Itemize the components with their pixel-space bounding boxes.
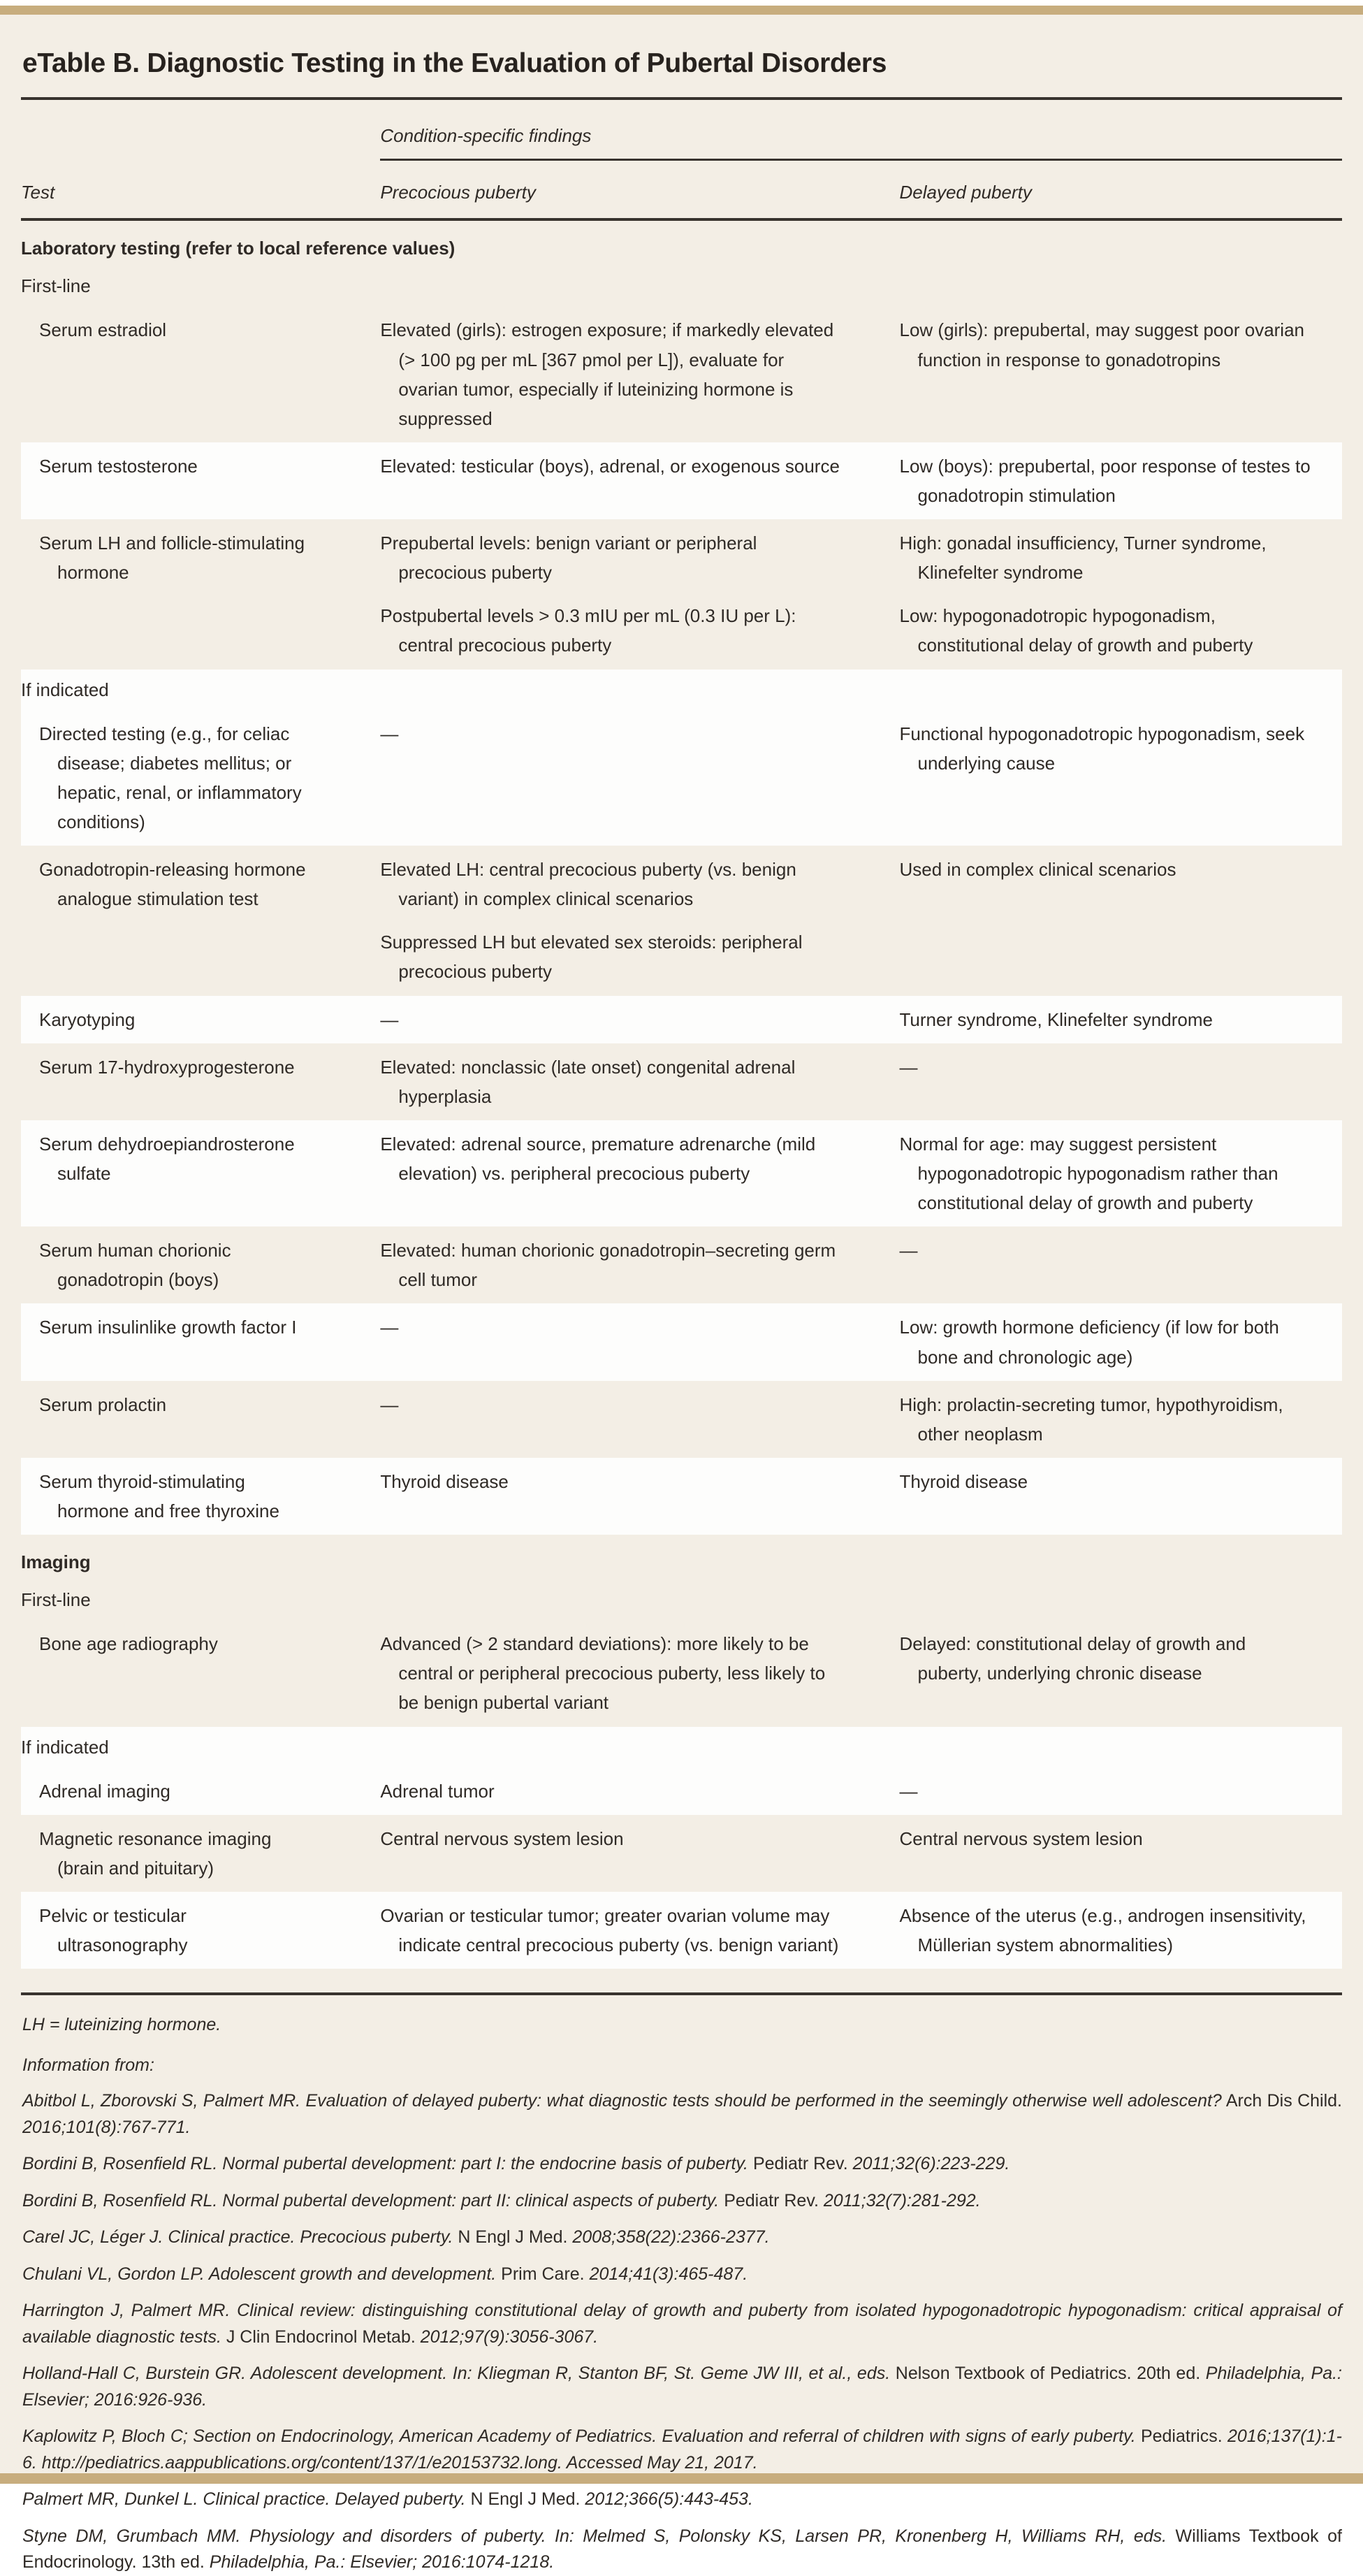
reference-text-run: Philadelphia, Pa.: Elsevier; 2016:1074-1218.	[209, 2552, 555, 2573]
precocious-puberty-cell	[380, 1043, 899, 1120]
table-row	[21, 1381, 1342, 1458]
delayed-puberty-cell	[900, 1620, 1343, 1726]
table-row	[21, 442, 1342, 519]
test-name: Serum human chorionic gonadotropin (boys)	[39, 1240, 231, 1291]
reference-text-run: 2016;137(1):1-6. http://pediatrics.aappublications.org/content/137/1/e20153732.long. Accessed May 21, 2017.	[22, 2426, 1342, 2473]
table-row	[21, 710, 1342, 846]
test-name: Adrenal imaging	[39, 1780, 170, 1802]
table-header	[21, 99, 1342, 219]
spanner-row	[21, 99, 1342, 160]
reference-item	[22, 2151, 1342, 2178]
precocious-puberty-cell	[380, 1458, 899, 1535]
test-name-cell	[21, 846, 380, 995]
test-name-cell	[21, 306, 380, 442]
delayed-puberty-cell	[900, 710, 1343, 846]
test-name-cell	[21, 1043, 380, 1120]
reference-text-run: Palmert MR, Dunkel L. Clinical practice. Delayed puberty.	[22, 2489, 471, 2510]
reference-text-run: Kaplowitz P, Bloch C; Section on Endocrinology, American Academy of Pediatrics. Evaluation and referral of children with signs of early puberty.	[22, 2426, 1141, 2447]
finding-paragraph: Elevated: human chorionic gonadotropin–secreting germ cell tumor	[380, 1240, 836, 1291]
table-row	[21, 1620, 1342, 1726]
finding-paragraph: —	[899, 1240, 918, 1261]
spanner-cell	[380, 99, 1342, 160]
finding-paragraph: Elevated LH: central precocious puberty (vs. benign variant) in complex clinical scenarios	[380, 859, 796, 910]
reference-text-run: N Engl J Med.	[458, 2227, 573, 2248]
footnotes	[21, 1992, 1342, 2576]
section-header: Laboratory testing (refer to local reference values)	[21, 238, 455, 259]
test-name-cell	[21, 1303, 380, 1380]
test-name: Gonadotropin-releasing hormone analogue stimulation test	[39, 859, 306, 910]
precocious-puberty-cell	[380, 1815, 899, 1892]
delayed-puberty-cell	[900, 996, 1343, 1043]
finding-paragraph: Ovarian or testicular tumor; greater ovarian volume may indicate central precocious puberty (vs. benign variant)	[380, 1905, 839, 1956]
reference-text-run: Prim Care.	[501, 2264, 590, 2284]
diagnostic-testing-table	[21, 97, 1342, 1969]
precocious-puberty-cell	[380, 1227, 899, 1303]
precocious-puberty-cell	[380, 1620, 899, 1726]
reference-item	[22, 2262, 1342, 2288]
table-row	[21, 1458, 1342, 1535]
reference-text-run: 2012;97(9):3056-3067.	[420, 2327, 599, 2347]
finding-paragraph: High: prolactin-secreting tumor, hypothyroidism, other neoplasm	[899, 1394, 1283, 1445]
subsection-label: First-line	[21, 1589, 91, 1611]
table-row	[21, 1043, 1342, 1120]
reference-text-run: Carel JC, Léger J. Clinical practice. Precocious puberty.	[22, 2227, 458, 2248]
reference-text-run: Bordini B, Rosenfield RL. Normal pubertal development: part I: the endocrine basis of puberty.	[22, 2154, 753, 2174]
delayed-puberty-cell	[900, 1458, 1343, 1535]
precocious-puberty-cell	[380, 442, 899, 519]
test-name-cell	[21, 1892, 380, 1969]
finding-paragraph: —	[899, 1056, 918, 1078]
test-name: Directed testing (e.g., for celiac disease; diabetes mellitus; or hepatic, renal, or inflammatory conditions)	[39, 723, 302, 832]
delayed-puberty-cell	[900, 1815, 1343, 1892]
finding-paragraph: Central nervous system lesion	[899, 1828, 1143, 1849]
delayed-puberty-cell	[900, 1227, 1343, 1303]
table-row	[21, 306, 1342, 442]
delayed-puberty-cell	[900, 1043, 1343, 1120]
test-name: Serum insulinlike growth factor I	[39, 1317, 297, 1338]
precocious-puberty-cell	[380, 1381, 899, 1458]
reference-text-run: 2014;41(3):465-487.	[589, 2264, 748, 2284]
reference-text-run: J Clin Endocrinol Metab.	[226, 2327, 421, 2347]
subsection-row	[21, 1727, 1342, 1767]
reference-text-run: Arch Dis Child.	[1221, 2091, 1342, 2111]
reference-text-run: Pediatr Rev.	[724, 2190, 824, 2210]
column-header-test: Test	[21, 160, 380, 220]
precocious-puberty-cell	[380, 1120, 899, 1227]
reference-text-run: 2016;101(8):767-771.	[22, 2117, 191, 2137]
precocious-puberty-cell	[380, 1767, 899, 1815]
test-name: Serum 17-hydroxyprogesterone	[39, 1056, 295, 1078]
finding-paragraph: Suppressed LH but elevated sex steroids: peripheral precocious puberty	[380, 932, 803, 983]
finding-paragraph: Advanced (> 2 standard deviations): more likely to be central or peripheral precocious puberty, less likely to be benign pubertal variant	[380, 1633, 826, 1714]
abbreviation-note: LH = luteinizing hormone.	[22, 2015, 221, 2035]
table-row	[21, 996, 1342, 1043]
precocious-puberty-cell	[380, 710, 899, 846]
column-header-precocious-puberty: Precocious puberty	[380, 160, 899, 220]
test-name-cell	[21, 519, 380, 669]
column-header-row	[21, 160, 1342, 220]
reference-text-run: 2011;32(6):223-229.	[852, 2154, 1010, 2174]
reference-text-run: 2008;358(22):2366-2377.	[572, 2227, 770, 2248]
finding-paragraph: Prepubertal levels: benign variant or peripheral precocious puberty	[380, 533, 757, 584]
finding-paragraph: —	[380, 1394, 399, 1415]
reference-text-run: Pediatrics.	[1140, 2426, 1227, 2447]
test-name-cell	[21, 710, 380, 846]
delayed-puberty-cell	[900, 846, 1343, 995]
delayed-puberty-cell	[900, 519, 1343, 669]
test-name-cell	[21, 1620, 380, 1726]
reference-text-run: 2012;366(5):443-453.	[585, 2489, 753, 2510]
reference-text-run: Chulani VL, Gordon LP. Adolescent growth and development.	[22, 2264, 502, 2284]
column-header-delayed-puberty: Delayed puberty	[900, 160, 1343, 220]
top-accent-bar	[0, 6, 1363, 15]
precocious-puberty-cell	[380, 519, 899, 669]
finding-paragraph: Adrenal tumor	[380, 1780, 495, 1802]
finding-paragraph: Elevated: nonclassic (late onset) congenital adrenal hyperplasia	[380, 1056, 796, 1107]
finding-paragraph: Thyroid disease	[380, 1470, 509, 1492]
test-name-cell	[21, 1767, 380, 1815]
test-name: Serum thyroid-stimulating hormone and free thyroxine	[39, 1470, 279, 1521]
table-row	[21, 1227, 1342, 1303]
table-row	[21, 1892, 1342, 1969]
section-row	[21, 219, 1342, 266]
delayed-puberty-cell	[900, 1381, 1343, 1458]
subsection-row	[21, 1579, 1342, 1620]
reference-text-run: Holland-Hall C, Burstein GR. Adolescent development. In: Kliegman R, Stanton BF, St. Geme JW III, et al., eds.	[22, 2364, 896, 2384]
test-name: Serum prolactin	[39, 1394, 167, 1415]
subsection-label: If indicated	[21, 1736, 109, 1758]
subsection-row	[21, 266, 1342, 306]
subsection-label: First-line	[21, 275, 91, 297]
precocious-puberty-cell	[380, 996, 899, 1043]
finding-paragraph: —	[380, 723, 399, 744]
finding-paragraph: —	[899, 1780, 918, 1802]
test-name: Karyotyping	[39, 1008, 136, 1030]
reference-text-run: Harrington J, Palmert MR. Clinical review: distinguishing constitutional delay of growth and puberty from isolated hypogonadotropic hypogonadism: critical appraisal of available diagnostic tests.	[22, 2301, 1342, 2347]
finding-paragraph: Elevated (girls): estrogen exposure; if markedly elevated (> 100 pg per mL [367 pmol per L]), evaluate for ovarian tumor, especially if luteinizing hormone is suppressed	[380, 319, 834, 429]
information-from-label: Information from:	[22, 2055, 154, 2075]
test-name-cell	[21, 442, 380, 519]
finding-paragraph: Low (boys): prepubertal, poor response of testes to gonadotropin stimulation	[899, 455, 1311, 506]
finding-paragraph: Low: hypogonadotropic hypogonadism, constitutional delay of growth and puberty	[899, 605, 1253, 656]
finding-paragraph: High: gonadal insufficiency, Turner syndrome, Klinefelter syndrome	[899, 533, 1267, 584]
test-name-cell	[21, 1458, 380, 1535]
test-name-cell	[21, 996, 380, 1043]
finding-paragraph: —	[380, 1317, 399, 1338]
reference-item	[22, 2487, 1342, 2513]
reference-list	[21, 2088, 1342, 2576]
table-sheet	[0, 15, 1363, 2573]
reference-text-run: Abitbol L, Zborovski S, Palmert MR. Evaluation of delayed puberty: what diagnostic tests should be performed in the seemingly otherwise well adolescent?	[22, 2091, 1222, 2111]
reference-item	[22, 2424, 1342, 2476]
reference-text-run: N Engl J Med.	[470, 2489, 585, 2510]
precocious-puberty-cell	[380, 1892, 899, 1969]
reference-text-run: Williams Textbook of Endocrinology. 13th ed.	[22, 2526, 1342, 2573]
test-name-cell	[21, 1815, 380, 1892]
reference-text-run: 2011;32(7):281-292.	[823, 2190, 981, 2210]
delayed-puberty-cell	[900, 1120, 1343, 1227]
reference-item	[22, 2188, 1342, 2215]
subsection-row	[21, 670, 1342, 710]
test-name: Pelvic or testicular ultrasonography	[39, 1905, 188, 1956]
subsection-label: If indicated	[21, 679, 109, 700]
finding-paragraph: Used in complex clinical scenarios	[899, 859, 1176, 881]
finding-paragraph: Thyroid disease	[899, 1470, 1028, 1492]
test-name: Serum estradiol	[39, 319, 167, 341]
reference-text-run: Nelson Textbook of Pediatrics. 20th ed.	[895, 2364, 1206, 2384]
finding-paragraph: Normal for age: may suggest persistent hypogonadotropic hypogonadism rather than constitutional delay of growth and puberty	[899, 1133, 1278, 1214]
reference-item	[22, 2088, 1342, 2141]
reference-text-run: Pediatr Rev.	[752, 2154, 853, 2174]
finding-paragraph: Absence of the uterus (e.g., androgen insensitivity, Müllerian system abnormalities)	[899, 1905, 1306, 1956]
test-name: Bone age radiography	[39, 1633, 218, 1655]
finding-paragraph: Low: growth hormone deficiency (if low for both bone and chronologic age)	[899, 1317, 1279, 1368]
finding-paragraph: Turner syndrome, Klinefelter syndrome	[899, 1008, 1213, 1030]
delayed-puberty-cell	[900, 1892, 1343, 1969]
delayed-puberty-cell	[900, 1303, 1343, 1380]
reference-item	[22, 2524, 1342, 2576]
finding-paragraph: Elevated: testicular (boys), adrenal, or exogenous source	[380, 455, 840, 477]
finding-paragraph: Central nervous system lesion	[380, 1828, 624, 1849]
table-title: eTable B. Diagnostic Testing in the Evaluation of Pubertal Disorders	[22, 48, 887, 78]
table-row	[21, 1120, 1342, 1227]
precocious-puberty-cell	[380, 846, 899, 995]
finding-paragraph: —	[380, 1008, 399, 1030]
section-row	[21, 1535, 1342, 1579]
finding-paragraph: Low (girls): prepubertal, may suggest poor ovarian function in response to gonadotropins	[899, 319, 1305, 370]
test-name: Serum LH and follicle-stimulating hormone	[39, 533, 305, 584]
test-name-cell	[21, 1381, 380, 1458]
section-header: Imaging	[21, 1551, 91, 1573]
reference-item	[22, 2298, 1342, 2350]
reference-item	[22, 2224, 1342, 2251]
delayed-puberty-cell	[900, 306, 1343, 442]
finding-paragraph: Delayed: constitutional delay of growth and puberty, underlying chronic disease	[899, 1633, 1246, 1684]
table-row	[21, 1303, 1342, 1380]
delayed-puberty-cell	[900, 1767, 1343, 1815]
finding-paragraph: Elevated: adrenal source, premature adrenarche (mild elevation) vs. peripheral precocious puberty	[380, 1133, 816, 1184]
test-name-cell	[21, 1120, 380, 1227]
precocious-puberty-cell	[380, 306, 899, 442]
reference-text-run: Philadelphia, Pa.: Elsevier; 2016:926-936.	[22, 2364, 1342, 2410]
test-name: Magnetic resonance imaging (brain and pituitary)	[39, 1828, 272, 1879]
top-white-strip	[0, 0, 1363, 6]
spanner-label: Condition-specific findings	[380, 125, 592, 146]
spanner-empty-cell	[21, 99, 380, 160]
table-row	[21, 846, 1342, 995]
delayed-puberty-cell	[900, 442, 1343, 519]
reference-text-run: Bordini B, Rosenfield RL. Normal pubertal development: part II: clinical aspects of puberty.	[22, 2190, 724, 2210]
finding-paragraph: Postpubertal levels > 0.3 mIU per mL (0.3 IU per L): central precocious puberty	[380, 605, 796, 656]
table-body	[21, 219, 1342, 1969]
table-row	[21, 1767, 1342, 1815]
reference-text-run: Styne DM, Grumbach MM. Physiology and disorders of puberty. In: Melmed S, Polonsky KS, Larsen PR, Kronenberg H, Williams RH, eds.	[22, 2526, 1176, 2546]
finding-paragraph: Functional hypogonadotropic hypogonadism, seek underlying cause	[899, 723, 1305, 774]
test-name: Serum testosterone	[39, 455, 198, 477]
table-row	[21, 519, 1342, 669]
test-name: Serum dehydroepiandrosterone sulfate	[39, 1133, 295, 1184]
test-name-cell	[21, 1227, 380, 1303]
table-row	[21, 1815, 1342, 1892]
reference-item	[22, 2361, 1342, 2413]
precocious-puberty-cell	[380, 1303, 899, 1380]
